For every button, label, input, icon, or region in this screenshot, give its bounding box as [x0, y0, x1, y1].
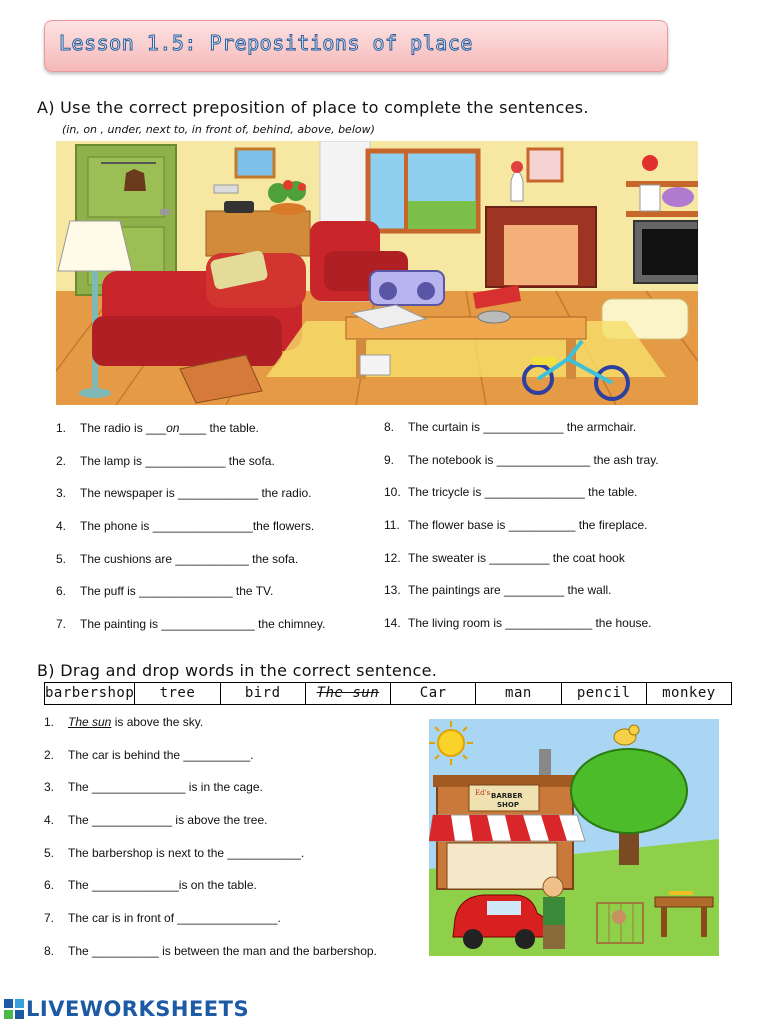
barbershop-illustration	[429, 719, 719, 956]
question-text-start: The radio is ___	[80, 421, 167, 435]
liveworksheets-logo-text: LIVEWORKSHEETS	[26, 997, 250, 1021]
question-number: 7.	[44, 911, 55, 925]
question-number: 11.	[384, 518, 400, 532]
shop-sign-line2: SHOP	[497, 801, 519, 809]
question-number: 3.	[44, 780, 55, 794]
section-a-heading: A) Use the correct preposition of place to complete the sentences.	[37, 98, 589, 117]
question-number: 13.	[384, 583, 401, 597]
question-text: The car is behind the __________.	[68, 748, 254, 762]
question-number: 1.	[56, 421, 67, 435]
question-number: 5.	[56, 552, 67, 566]
question-b-7[interactable]	[44, 911, 281, 925]
drop-target-filled[interactable]: The sun	[68, 715, 112, 729]
word-bank-item[interactable]: barbershop	[45, 683, 135, 704]
word-bank-item[interactable]: bird	[221, 683, 306, 704]
question-number: 6.	[56, 584, 67, 598]
word-bank	[44, 682, 732, 705]
word-bank-item[interactable]: tree	[135, 683, 220, 704]
question-a-6[interactable]	[56, 584, 273, 598]
question-text: The paintings are _________ the wall.	[408, 583, 612, 597]
question-text: The newspaper is ____________ the radio.	[80, 486, 312, 500]
question-text-end: ____ the table.	[179, 421, 259, 435]
question-text: The flower base is __________ the fireplace.	[408, 518, 648, 532]
question-b-4[interactable]	[44, 813, 268, 827]
question-a-5[interactable]	[56, 552, 298, 566]
question-number: 2.	[56, 454, 67, 468]
question-text: The notebook is ______________ the ash tray.	[408, 453, 659, 467]
question-number: 2.	[44, 748, 55, 762]
liveworksheets-logo	[4, 997, 249, 1021]
question-number: 10.	[384, 485, 401, 499]
question-text: The ____________ is above the tree.	[68, 813, 268, 827]
lesson-title: Lesson 1.5: Prepositions of place	[59, 31, 473, 55]
question-a-12[interactable]	[384, 551, 625, 565]
question-a-7[interactable]	[56, 617, 325, 631]
word-bank-item[interactable]: monkey	[662, 685, 716, 701]
question-b-3[interactable]	[44, 780, 263, 794]
question-text: The barbershop is next to the ___________.	[68, 846, 305, 860]
question-number: 9.	[384, 453, 395, 467]
question-text: The cushions are ___________ the sofa.	[80, 552, 299, 566]
question-text: The _____________is on the table.	[68, 878, 257, 892]
question-text: The puff is ______________ the TV.	[80, 584, 274, 598]
question-number: 3.	[56, 486, 67, 500]
question-number: 4.	[44, 813, 55, 827]
question-text: The living room is _____________ the house.	[408, 616, 652, 630]
section-b-heading: B) Drag and drop words in the correct sentence.	[37, 661, 438, 680]
question-text: The car is in front of _______________.	[68, 911, 281, 925]
question-a-3[interactable]	[56, 486, 312, 500]
question-b-2[interactable]	[44, 748, 253, 762]
question-a-8[interactable]	[384, 420, 636, 434]
word-bank-item[interactable]: man	[476, 683, 561, 704]
question-text: The painting is ______________ the chimney.	[80, 617, 326, 631]
preposition-hint: (in, on , under, next to, in front of, behind, above, below)	[62, 123, 375, 136]
question-b-1	[44, 715, 203, 729]
lesson-title-banner	[44, 20, 668, 72]
question-a-11[interactable]	[384, 518, 648, 532]
question-b-8[interactable]	[44, 944, 377, 958]
question-text: The lamp is ____________ the sofa.	[80, 454, 275, 468]
answer-input[interactable]: on	[166, 421, 180, 435]
living-room-illustration	[56, 141, 698, 405]
word-bank-item[interactable]: Car	[391, 683, 476, 704]
question-number: 14.	[384, 616, 401, 630]
question-number: 1.	[44, 715, 55, 729]
question-text: The sweater is _________ the coat hook	[408, 551, 625, 565]
question-number: 8.	[44, 944, 55, 958]
question-a-10[interactable]	[384, 485, 638, 499]
question-number: 4.	[56, 519, 67, 533]
question-a-4[interactable]	[56, 519, 314, 533]
question-text: The curtain is ____________ the armchair.	[408, 420, 637, 434]
question-a-1	[56, 421, 259, 435]
question-a-13[interactable]	[384, 583, 611, 597]
question-number: 7.	[56, 617, 67, 631]
question-text: The ______________ is in the cage.	[68, 780, 263, 794]
word-bank-item[interactable]: pencil	[562, 683, 647, 704]
question-text-end: is above the sky.	[111, 715, 204, 729]
shop-sign-owner: Ed's	[475, 789, 491, 797]
liveworksheets-logo-icon	[4, 999, 24, 1019]
question-a-14[interactable]	[384, 616, 652, 630]
question-number: 5.	[44, 846, 55, 860]
question-text: The tricycle is _______________ the table.	[408, 485, 638, 499]
question-number: 12.	[384, 551, 401, 565]
question-b-5[interactable]	[44, 846, 304, 860]
question-a-9[interactable]	[384, 453, 659, 467]
question-number: 6.	[44, 878, 55, 892]
question-number: 8.	[384, 420, 395, 434]
question-a-2[interactable]	[56, 454, 275, 468]
shop-sign-line1: BARBER	[491, 792, 523, 800]
question-b-6[interactable]	[44, 878, 257, 892]
question-text: The phone is _______________the flowers.	[80, 519, 315, 533]
question-text: The __________ is between the man and the barbershop.	[68, 944, 377, 958]
word-bank-item-used: The sun	[306, 683, 391, 704]
